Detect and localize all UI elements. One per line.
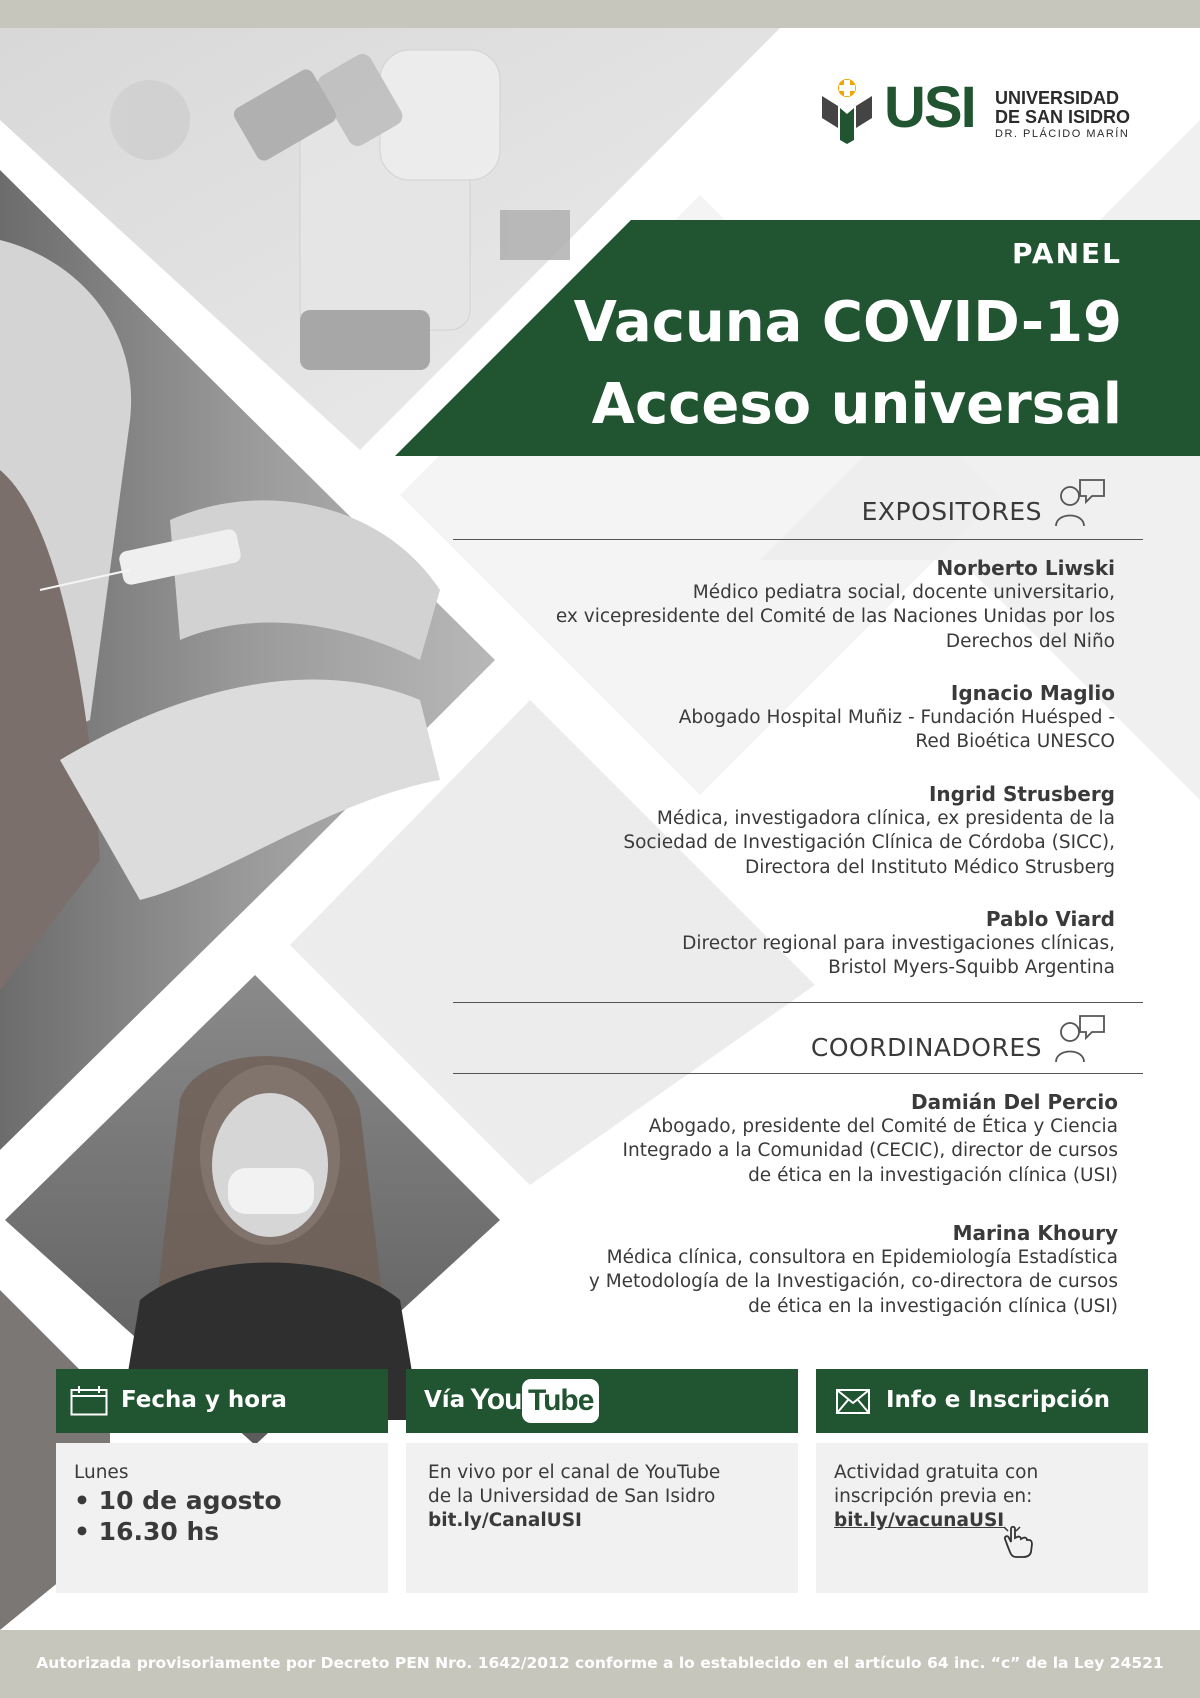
event-day: Lunes	[74, 1462, 129, 1483]
speaker-name: Ignacio Maglio	[950, 681, 1115, 705]
via-card-title: Vía	[424, 1387, 466, 1413]
registration-link[interactable]: bit.ly/vacunaUSI	[834, 1510, 1005, 1531]
coordinadores-heading: COORDINADORES	[810, 1033, 1042, 1062]
panel-label: PANEL	[1011, 237, 1122, 270]
via-card-header	[406, 1369, 798, 1433]
footer-legal-text: Autorizada provisoriamente por Decreto PEN Nro. 1642/2012 conforme a lo establecido en el artículo 64 inc. “c” de la Ley 24521	[36, 1654, 1164, 1672]
youtube-line-2: de la Universidad de San Isidro	[428, 1486, 716, 1507]
coordinator-role: Médica clínica, consultora en Epidemiología Estadística	[606, 1246, 1118, 1268]
speaker-entry-2	[475, 681, 1115, 755]
logo-university-line2: DE SAN ISIDRO	[995, 107, 1131, 127]
calendar-icon	[70, 1386, 108, 1416]
title-line-1: Vacuna COVID-19	[573, 290, 1122, 355]
speaker-icon	[1052, 478, 1108, 528]
coordinator-icon	[1052, 1014, 1108, 1064]
speaker-name: Ingrid Strusberg	[928, 782, 1115, 806]
fecha-card-body	[56, 1443, 388, 1593]
speaker-role: Sociedad de Investigación Clínica de Córdoba (SICC),	[623, 832, 1115, 853]
info-card-header	[816, 1369, 1148, 1433]
coordinator-name: Marina Khoury	[952, 1221, 1118, 1245]
title-line-2: Acceso universal	[591, 372, 1122, 437]
speaker-role: Médica, investigadora clínica, ex presidenta de la	[656, 807, 1115, 829]
speaker-entry-1	[475, 556, 1115, 654]
pointing-hand-icon	[1002, 1523, 1042, 1559]
youtube-logo-tube: Tube	[522, 1379, 599, 1423]
youtube-logo-you: You	[470, 1383, 522, 1416]
speaker-role: Bristol Myers-Squibb Argentina	[828, 957, 1115, 978]
fecha-card-title: Fecha y hora	[121, 1387, 287, 1413]
logo-usi-text: USI	[884, 75, 975, 140]
speaker-role: Red Bioética UNESCO	[915, 731, 1115, 752]
speaker-role: Médico pediatra social, docente universitario,	[692, 581, 1115, 603]
info-card-body	[816, 1443, 1148, 1593]
expositores-rule	[453, 539, 1143, 540]
youtube-line-1: En vivo por el canal de YouTube	[428, 1462, 721, 1483]
usi-logo	[818, 75, 1148, 148]
coordinator-entry-1	[438, 1090, 1118, 1188]
envelope-icon	[836, 1389, 870, 1414]
event-date: • 10 de agosto	[74, 1486, 282, 1515]
speaker-role: ex vicepresidente del Comité de las Naciones Unidas por los	[555, 606, 1115, 627]
youtube-channel-link[interactable]: bit.ly/CanalUSI	[428, 1510, 582, 1531]
logo-founder-line: DR. PLÁCIDO MARÍN	[995, 128, 1130, 140]
logo-university-line1: UNIVERSIDAD	[995, 88, 1120, 108]
coordinadores-top-rule	[453, 1002, 1143, 1003]
info-line-2: inscripción previa en:	[834, 1486, 1033, 1507]
coordinator-role: de ética en la investigación clínica (USI)	[748, 1295, 1118, 1317]
expositores-heading: EXPOSITORES	[861, 497, 1042, 526]
speaker-role: Derechos del Niño	[945, 630, 1115, 652]
coordinator-entry-2	[438, 1221, 1118, 1319]
speaker-entry-4	[475, 907, 1115, 981]
info-line-1: Actividad gratuita con	[834, 1462, 1039, 1483]
speaker-entry-3	[475, 782, 1115, 880]
coordinator-role: Integrado a la Comunidad (CECIC), director de cursos	[622, 1140, 1118, 1161]
coordinadores-rule	[453, 1073, 1143, 1074]
footer-bar	[0, 1630, 1200, 1698]
speaker-name: Pablo Viard	[985, 907, 1115, 931]
coordinator-role: Abogado, presidente del Comité de Ética y Ciencia	[648, 1115, 1118, 1137]
speaker-role: Abogado Hospital Muñiz - Fundación Huésped -	[678, 706, 1115, 728]
info-card-title: Info e Inscripción	[886, 1387, 1110, 1413]
speaker-name: Norberto Liwski	[936, 556, 1115, 580]
top-bar	[0, 0, 1200, 28]
event-time: • 16.30 hs	[74, 1517, 220, 1546]
speaker-role: Director regional para investigaciones clínicas,	[682, 932, 1115, 954]
usi-emblem-icon	[818, 78, 876, 144]
fecha-card-header	[56, 1369, 388, 1433]
coordinator-name: Damián Del Percio	[910, 1090, 1118, 1114]
via-card-body	[406, 1443, 798, 1593]
coordinator-role: y Metodología de la Investigación, co-directora de cursos	[588, 1271, 1118, 1292]
speaker-role: Directora del Instituto Médico Strusberg	[744, 856, 1115, 878]
coordinator-role: de ética en la investigación clínica (USI)	[748, 1164, 1118, 1186]
